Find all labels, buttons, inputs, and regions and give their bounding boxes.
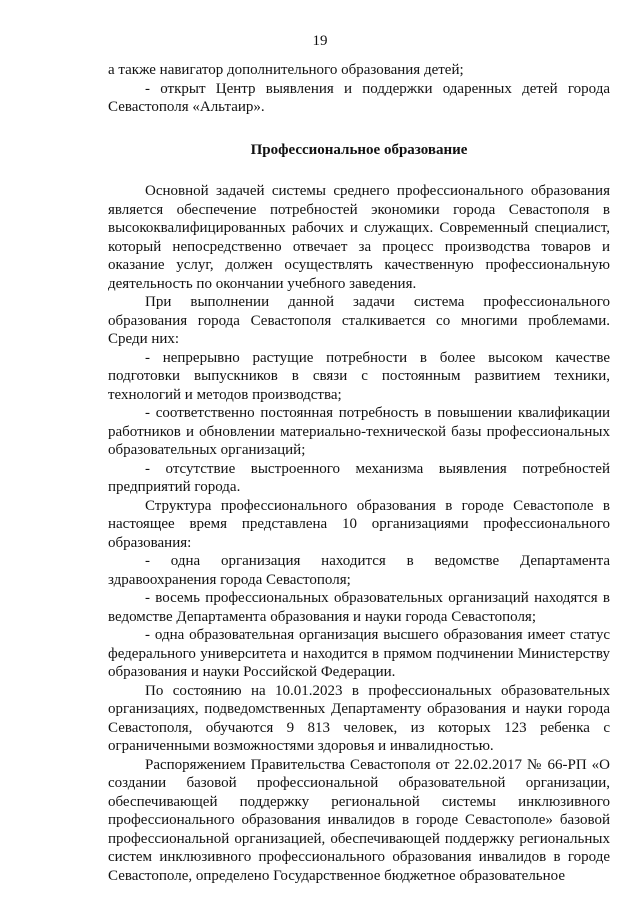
paragraph: При выполнении данной задачи система профессионального образования города Севастополя сталкивается со многими проблемами. Среди них: (108, 294, 610, 347)
list-item: - одна организация находится в ведомстве Департамента здравоохранения города Севастополя; (108, 553, 610, 588)
list-item: - непрерывно растущие потребности в более высоком качестве подготовки выпускников в связи с постоянным развитием техники, технологий и методов производства; (108, 349, 610, 403)
paragraph: Распоряжением Правительства Севастополя от 22.02.2017 № 66-РП «О создании базовой профессиональной образовательной организации, обеспечивающей поддержку региональной системы инклюзивного профессионального образования инвалидов в городе Севастополе» базовой профессиональной организацией, обеспечивающей поддержку региональных систем инклюзивного профессионального образования инвалидов в городе Севастополе, определено Государственное бюджетное образовательное (108, 756, 610, 884)
list-item: - одна образовательная организация высшего образования имеет статус федерального университета и находится в прямом подчинении Министерству образования и науки Российской Федерации. (108, 627, 610, 680)
paragraph: а также навигатор дополнительного образования детей; (108, 62, 464, 78)
paragraph: Основной задачей системы среднего профессионального образования является обеспечение потребностей экономики города Севастополя в высококвалифицированных рабочих и служащих. Современный специалист, который непосредственно отвечает за процесс производства товаров и оказание услуг, должен осуществлять качественную профессиональную деятельность по окончании учебного заведения. (108, 183, 610, 292)
paragraph: По состоянию на 10.01.2023 в профессиональных образовательных организациях, подведомственных Департаменту образования и науки города Севастополя, обучаются 9 813 человек, из которых 123 ребенка с ограниченными возможностями здоровья и инвалидностью. (108, 682, 610, 754)
list-item: - восемь профессиональных образовательных организаций находятся в ведомстве Департамента образования и науки города Севастополя; (108, 590, 610, 625)
paragraph: Структура профессионального образования в городе Севастополе в настоящее время представлена 10 организациями профессионального образования: (108, 497, 610, 551)
list-item: - открыт Центр выявления и поддержки одаренных детей города Севастополя «Альтаир». (108, 80, 610, 115)
list-item: - отсутствие выстроенного механизма выявления потребностей предприятий города. (108, 460, 610, 495)
page-number: 19 (312, 33, 328, 49)
section-heading: Профессиональное образование (250, 141, 468, 158)
document-body (108, 61, 610, 885)
list-item: - соответственно постоянная потребность в повышении квалификации работников и обновлении материально-технической базы профессиональных образовательных организаций; (108, 405, 610, 458)
